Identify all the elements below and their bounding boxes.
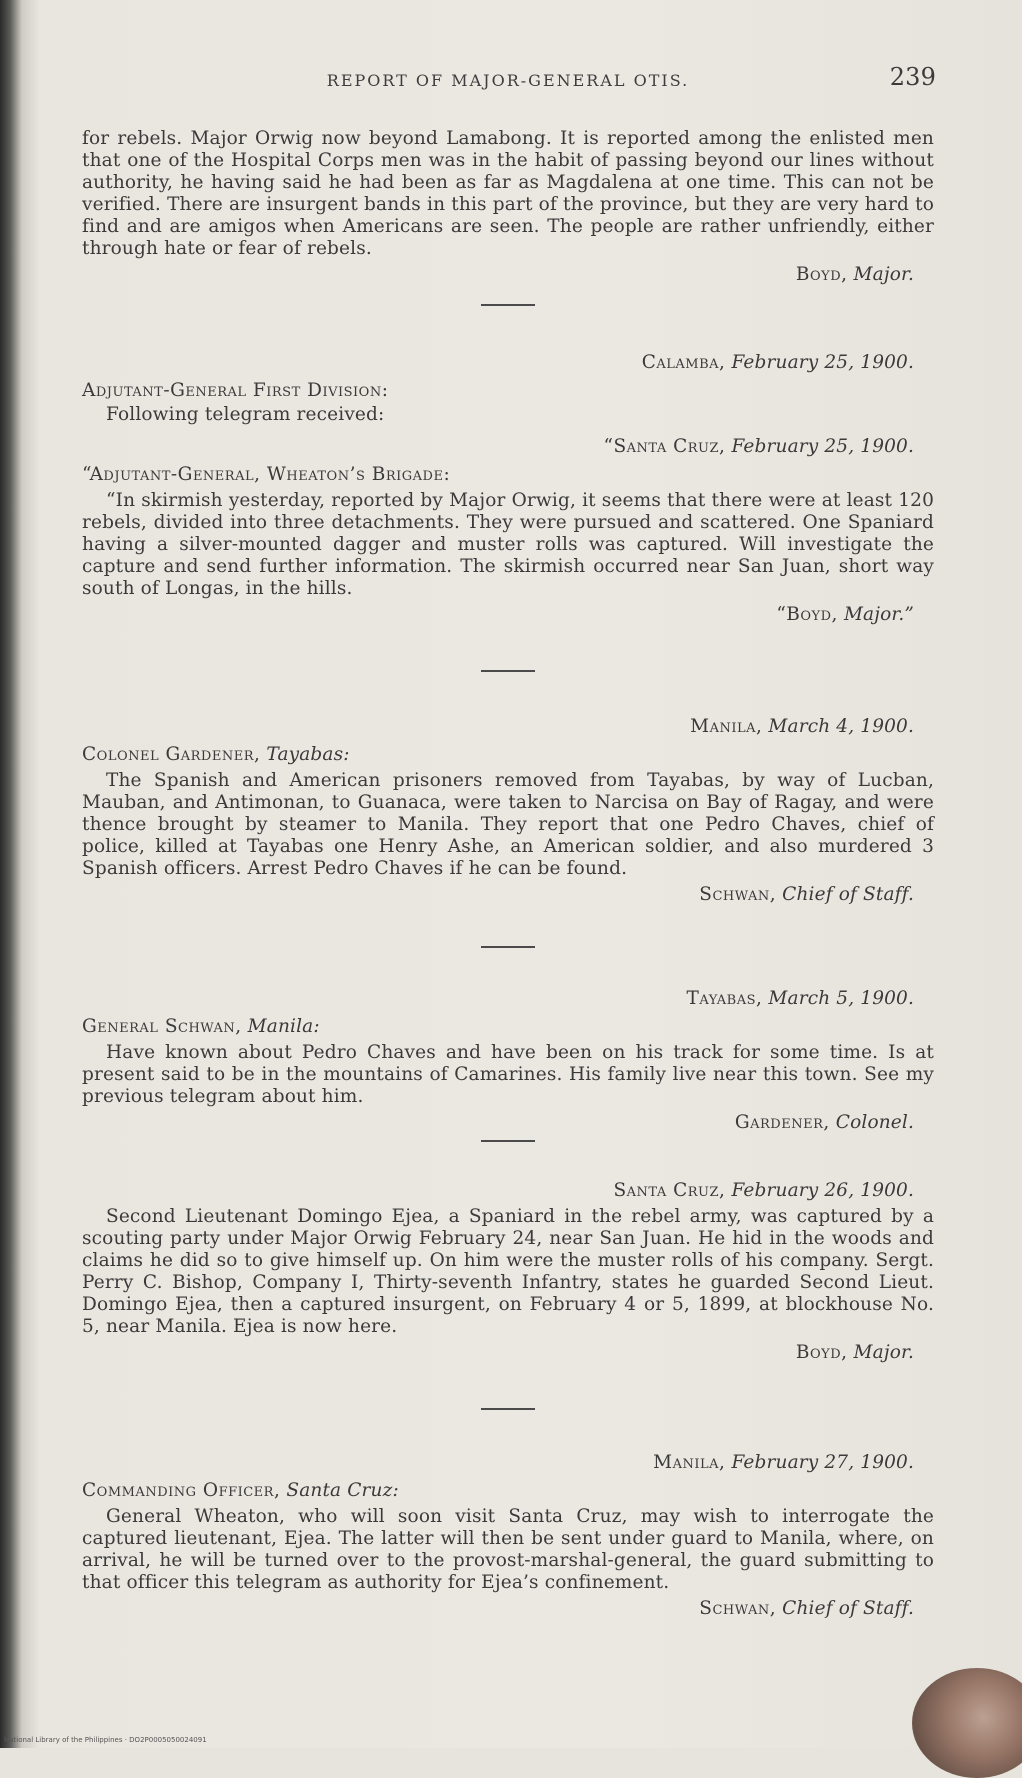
signature: Schwan, Chief of Staff. (699, 1598, 914, 1619)
scan-credit: National Library of the Philippines · DO2P0005050024091 (4, 1736, 207, 1744)
telegram-body: Second Lieutenant Domingo Ejea, a Spaniard in the rebel army, was captured by a scouting party under Major Orwig February 24, near San Juan. He hid in the woods and claims he did so to give himself up. On him were the muster rolls of his company. Sergt. Perry C. Bishop, Company I, Thirty-seventh Infantry, states he guarded Second Lieut. Domingo Ejea, then a captured insurgent, on February 4 or 5, 1899, at blockhouse No. 5, near Manila. Ejea is now here. (82, 1206, 934, 1337)
thumb-shadow (912, 1668, 1022, 1778)
place-date: Calamba, February 25, 1900. (641, 352, 914, 373)
addressee: Colonel Gardener, Tayabas: (82, 744, 350, 765)
telegram-manila-feb-27 (82, 1452, 934, 1620)
place-date: Manila, February 27, 1900. (653, 1452, 914, 1473)
telegram-tayabas (82, 988, 934, 1134)
intro-line: Following telegram received: (106, 404, 385, 425)
place-date: Santa Cruz, February 26, 1900. (613, 1180, 914, 1201)
page-number: 239 (889, 63, 936, 91)
inner-addressee: “Adjutant-General, Wheaton’s Brigade: (82, 464, 451, 485)
section-divider (82, 1140, 934, 1142)
section-divider (82, 304, 934, 306)
place-date: Tayabas, March 5, 1900. (686, 988, 914, 1009)
signature: Boyd, Major. (795, 1342, 914, 1363)
telegram-body: “In skirmish yesterday, reported by Major Orwig, it seems that there were at least 120 rebels, divided into three detachments. They were pursued and scattered. One Spaniard having a silver-mounted dagger and muster rolls was captured. Will investigate the capture and send further information. The skirmish occurred near San Juan, short way south of Longas, in the hills. (82, 490, 934, 599)
signature: “Boyd, Major.” (776, 604, 914, 625)
place-date: Manila, March 4, 1900. (690, 716, 914, 737)
telegram-manila-march-4 (82, 716, 934, 906)
signature: Schwan, Chief of Staff. (699, 884, 914, 905)
telegram-calamba (82, 352, 934, 626)
addressee: General Schwan, Manila: (82, 1016, 320, 1037)
addressee: Adjutant-General First Division: (82, 380, 389, 401)
inner-place-date: “Santa Cruz, February 25, 1900. (603, 436, 914, 457)
telegram-body: General Wheaton, who will soon visit Santa Cruz, may wish to interrogate the captured lieutenant, Ejea. The latter will then be sent under guard to Manila, where, on arrival, he will be turned over to the provost-marshal-general, the guard submitting to that officer this telegram as authority for Ejea’s confinement. (82, 1506, 934, 1593)
section-divider (82, 946, 934, 948)
section-divider (82, 1408, 934, 1410)
telegram-body: The Spanish and American prisoners removed from Tayabas, by way of Lucban, Mauban, and Antimonan, to Guanaca, were taken to Narcisa on Bay of Ragay, and were thence brought by steamer to Manila. They report that one Pedro Chaves, chief of police, killed at Tayabas one Henry Ashe, an American soldier, and also murdered 3 Spanish officers. Arrest Pedro Chaves if he can be found. (82, 770, 934, 879)
telegram-santa-cruz (82, 1180, 934, 1364)
section-divider (82, 670, 934, 672)
running-head: REPORT OF MAJOR-GENERAL OTIS. (326, 71, 690, 90)
signature: Boyd, Major. (795, 264, 914, 285)
telegram-body: for rebels. Major Orwig now beyond Lamabong. It is reported among the enlisted men that one of the Hospital Corps men was in the habit of passing beyond our lines without authority, he having said he had been as far as Magdalena at one time. This can not be verified. There are insurgent bands in this part of the province, but they are very hard to find and are amigos when Americans are seen. The people are rather unfriendly, either through hate or fear of rebels. (82, 128, 934, 259)
signature: Gardener, Colonel. (734, 1112, 914, 1133)
telegram-continued (82, 128, 934, 286)
telegram-body: Have known about Pedro Chaves and have been on his track for some time. Is at present said to be in the mountains of Camarines. His family live near this town. See my previous telegram about him. (82, 1042, 934, 1107)
addressee: Commanding Officer, Santa Cruz: (82, 1480, 399, 1501)
